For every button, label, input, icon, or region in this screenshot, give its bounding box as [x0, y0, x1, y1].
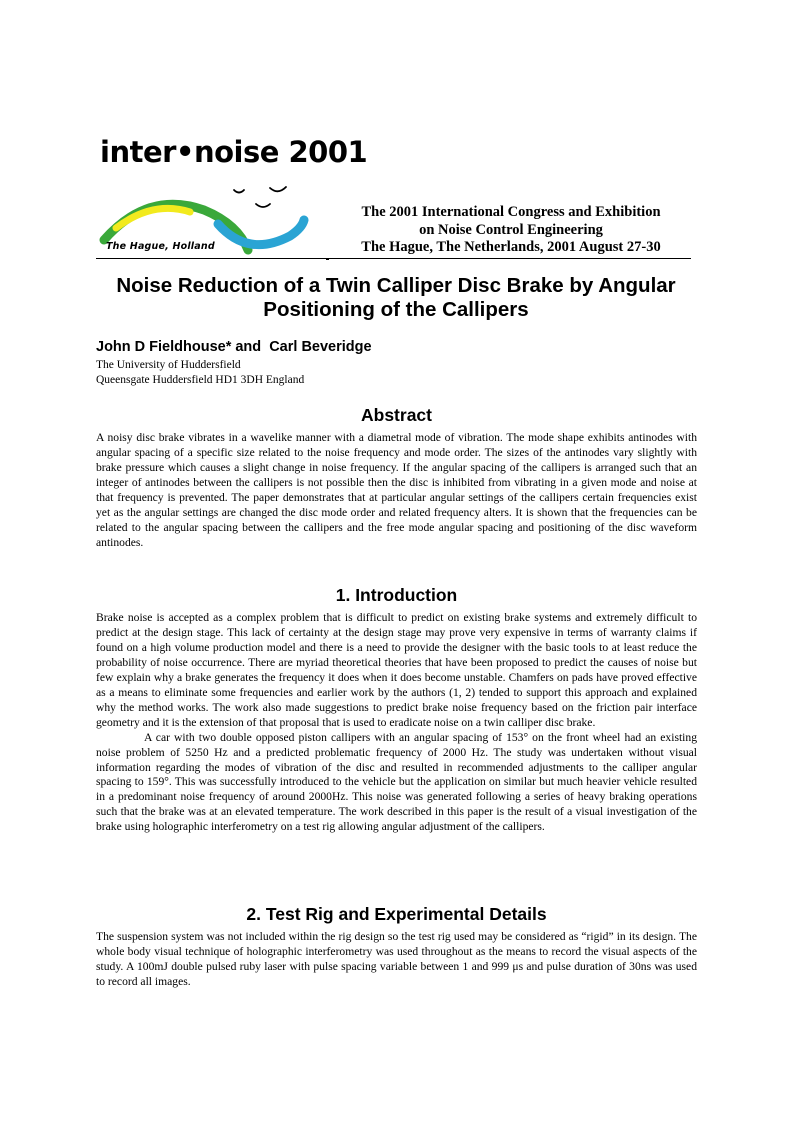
test-rig-paragraph: The suspension system was not included within the rig design so the test rig used may be considered as “rigid” in its design. The whole body visual technique of holographic interferometry was used throughout as the means to record the visual aspects of the study. A 100mJ double pulsed ruby laser with pulse spacing variable between 1 and 999 μs and pulse duration of 30ns was used to record all images. [96, 930, 697, 988]
abstract-heading: Abstract [361, 405, 432, 425]
introduction-heading: 1. Introduction [335, 585, 458, 605]
smile-mark-3 [256, 204, 270, 207]
abstract-body [96, 431, 697, 551]
introduction-paragraph-1: Brake noise is accepted as a complex problem that is difficult to predict on existing brake systems and extremely difficult to predict at the design stage. This lack of certainty at the design stage may prove very expensive in terms of warranty claims if found on a high volume production model and there is a need to provide the designer with the basic tools to at least reduce the probability of noise occurrence. There are myriad theoretical theories that have been proposed to predict the causes of noise but few explain why a brake generates the frequency it does when it does become unstable. Chamfers on pads have proved effective as a means to eliminate some frequencies and earlier work by the authors (1, 2) tended to support this approach and explained why the method works. The work also made suggestions to predict brake noise frequency based on the friction pair interface geometry and it is the extension of that proposal that is used to eradicate noise on a twin calliper disc brake. [96, 611, 697, 729]
abstract-text: A noisy disc brake vibrates in a wavelike manner with a diametral mode of vibration. The mode shape exhibits antinodes with angular spacing of a specific size related to the noise frequency and mode order. The sizes of the antinodes vary slightly with brake pressure which causes a slight change in noise frequency. If the angular spacing of the callipers is arranged such that an integer of antinodes between the callipers is not possible then the disc is inhibited from vibrating in a given mode and noise at that frequency is prevented. The paper demonstrates that at particular angular settings of the callipers certain frequencies exist yet as the angular settings are changed the disc mode order and related frequency alters. It is shown that the frequencies can be related to the angular spacing between the callipers and the free mode angular spacing and positioning of the disc waveform antinodes. [96, 431, 697, 549]
smile-mark-1 [234, 190, 244, 193]
introduction-body [96, 611, 697, 835]
test-rig-heading: 2. Test Rig and Experimental Details [246, 904, 547, 924]
affiliation-line-1: The University of Huddersfield [96, 359, 241, 371]
paper-authors: John D Fieldhouse* and Carl Beveridge [96, 339, 372, 355]
yellow-arc [116, 208, 190, 228]
smile-mark-2 [270, 187, 286, 191]
paper-title: Noise Reduction of a Twin Calliper Disc Brake by Angular Positioning of the Callipers [116, 274, 676, 321]
introduction-paragraph-2: A car with two double opposed piston callipers with an angular spacing of 153° on the front wheel had an existing noise problem of 5250 Hz and a predicted problematic frequency of 2000 Hz. The study was undertaken without visual information regarding the modes of vibration of the disc and resulted in recommended adjustments to the calliper angular spacing to 159°. This was successfully introduced to the vehicle but the application on similar but much heavier vehicle resulted in a predominant noise frequency of around 2000Hz. This noise was generated following a series of heavy braking operations such that the brake was at an elevated temperature. The work described in this paper is the result of a visual investigation of the brake using holographic interferometry on a test rig allowing angular adjustment of the callipers. [96, 730, 697, 834]
test-rig-body [96, 930, 697, 990]
conference-line-3: The Hague, The Netherlands, 2001 August 27-30 [361, 239, 661, 255]
affiliation-line-2: Queensgate Huddersfield HD1 3DH England [96, 374, 305, 386]
conference-wordmark: inter•noise 2001 [100, 135, 368, 169]
logo-location: The Hague, Holland [106, 241, 215, 252]
header-rule [96, 258, 691, 259]
header-dot [326, 258, 329, 260]
conference-line-1: The 2001 International Congress and Exhibition [361, 204, 661, 220]
conference-line-2: on Noise Control Engineering [419, 221, 603, 238]
conference-info [330, 204, 692, 257]
author-affiliation [96, 358, 596, 388]
